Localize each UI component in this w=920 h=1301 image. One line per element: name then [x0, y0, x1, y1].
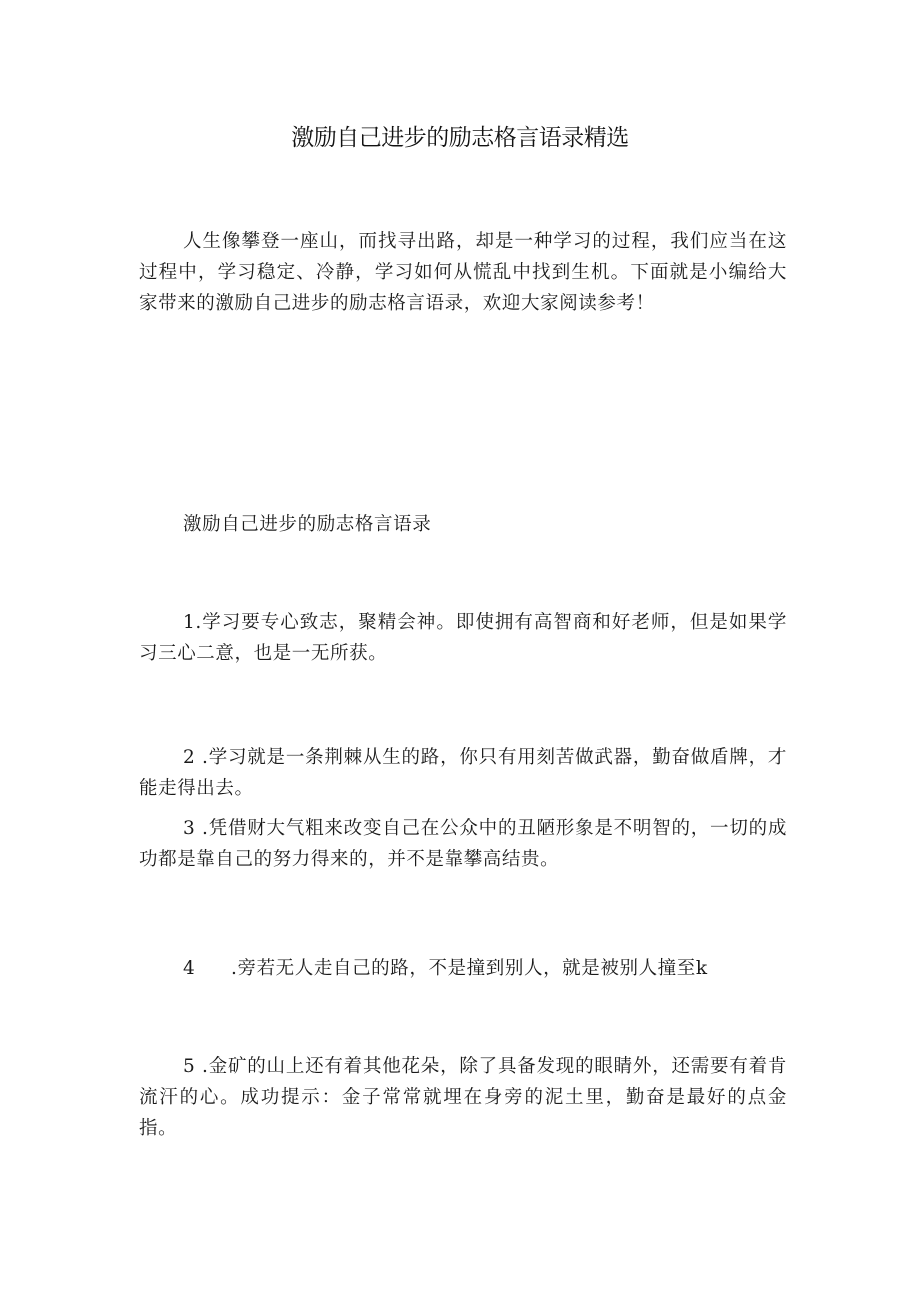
quote-number: 3 — [183, 818, 196, 839]
quote-number: 4 — [183, 958, 196, 979]
quote-item-4 — [139, 953, 787, 984]
quote-item-3 — [139, 813, 787, 875]
section-heading: 激励自己进步的励志格言语录 — [183, 514, 432, 535]
quote-text: .凭借财大气粗来改变自己在公众中的丑陋形象是不明智的，一切的成功都是靠自己的努力得来的，并不是靠攀高结贵。 — [139, 818, 787, 870]
quote-item-1 — [139, 607, 787, 669]
intro-paragraph: 人生像攀登一座山，而找寻出路，却是一种学习的过程，我们应当在这过程中，学习稳定、冷静，学习如何从慌乱中找到生机。下面就是小编给大家带来的激励自己进步的励志格言语录，欢迎大家阅读参考！ — [139, 231, 787, 314]
quote-number: 5 — [183, 1056, 196, 1077]
quote-text: 学习要专心致志，聚精会神。即使拥有高智商和好老师，但是如果学习三心二意，也是一无所获。 — [139, 612, 787, 664]
quote-text: .学习就是一条荆棘从生的路，你只有用刻苦做武器，勤奋做盾牌，才能走得出去。 — [139, 747, 787, 799]
quote-text: .旁若无人走自己的路，不是撞到别人，就是被别人撞至k — [231, 958, 708, 979]
quote-item-2 — [139, 742, 787, 804]
quote-text: .金矿的山上还有着其他花朵，除了具备发现的眼睛外，还需要有着肯流汗的心。成功提示：金子常常就埋在身旁的泥土里，勤奋是最好的点金指。 — [139, 1056, 787, 1139]
document-title: 激励自己进步的励志格言语录精选 — [291, 125, 629, 151]
quote-number: 1. — [183, 612, 202, 633]
quote-item-5 — [139, 1051, 787, 1144]
quote-number: 2 — [183, 747, 196, 768]
